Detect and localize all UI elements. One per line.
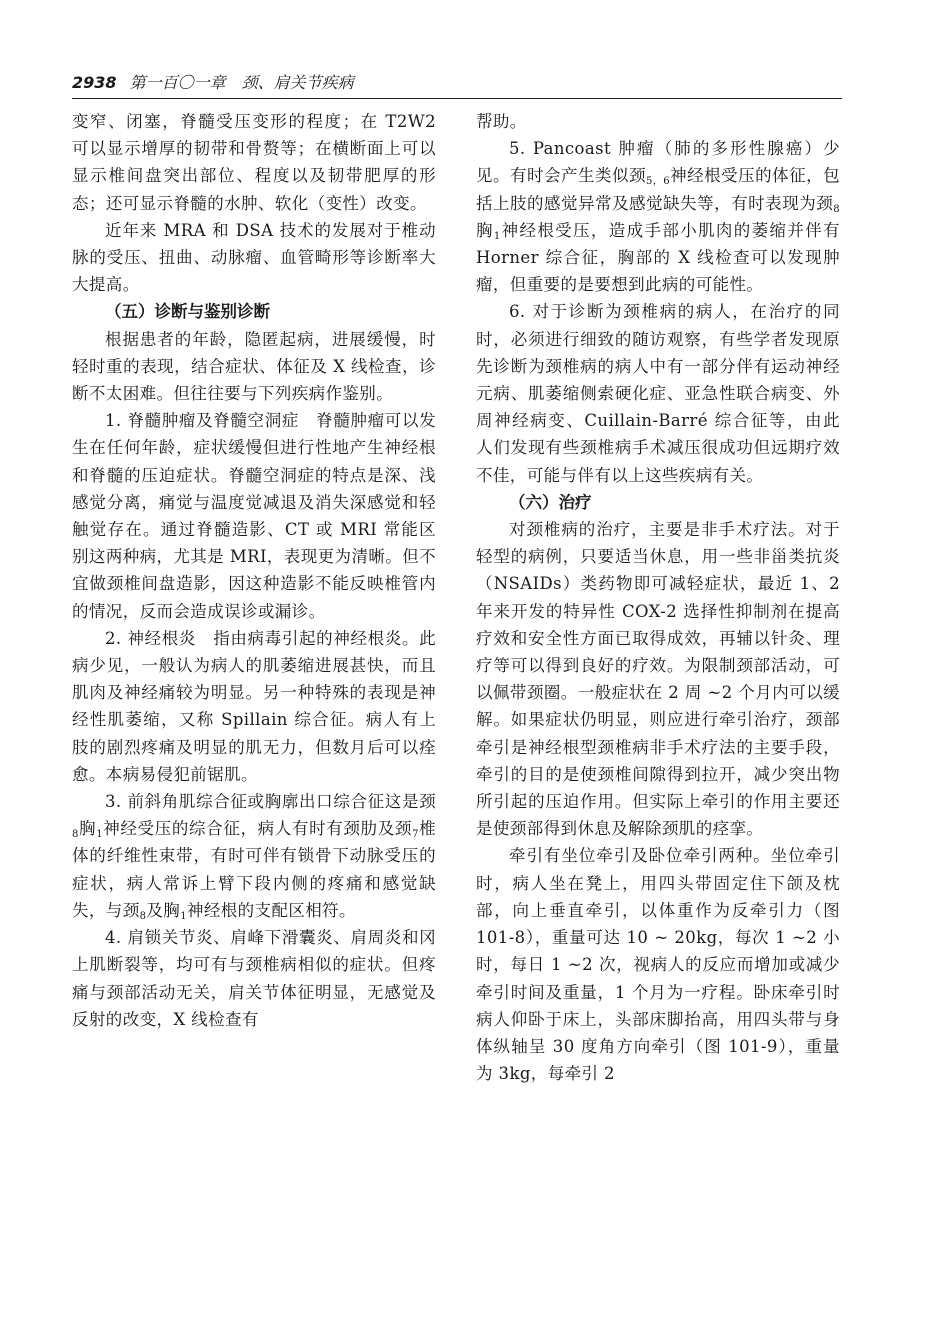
text-run: 神经根的支配区相符。 (186, 900, 356, 920)
section-heading: （六）治疗 (509, 492, 592, 512)
text-run: 神经根受压，造成手部小肌肉的萎缩并伴有 Horner 综合征，胸部的 X 线检查可以发现肿瘤，但重要的是要想到此病的可能性。 (476, 220, 840, 295)
paragraph: 帮助。 (476, 112, 527, 131)
section-heading: （五）诊断与鉴别诊断 (105, 302, 270, 322)
subscript: 5，6 (645, 176, 671, 188)
text-run: 胸 (476, 220, 494, 240)
subscript: 8 (72, 829, 79, 841)
paragraph: 根据患者的年龄，隐匿起病，进展缓慢，时轻时重的表现，结合症状、体征及 X 线检查，诊断不太困难。但往往要与下列疾病作鉴别。 (72, 329, 436, 404)
paragraph: 近年来 MRA 和 DSA 技术的发展对于椎动脉的受压、扭曲、动脉瘤、血管畸形等诊断率大大提高。 (72, 220, 436, 295)
text-run: 胸 (78, 819, 97, 839)
text-run: 3. 前斜角肌综合征或胸廓出口综合征这是颈 (105, 792, 436, 812)
subscript: 7 (412, 829, 419, 841)
text-run: 神经根受压的体征，包括上肢的感觉异常及感觉缺失等，有时表现为颈 (476, 166, 840, 213)
text-run: 椎体的纤维性束带，有时可伴有锁骨下动脉受压的症状，病人常诉上臂下段内侧的疼痛和感觉缺失，与颈 (72, 819, 437, 920)
subscript: 1 (96, 829, 103, 841)
page-number: 2938 (72, 73, 117, 92)
subscript: 8 (139, 910, 147, 922)
running-header (72, 68, 842, 99)
text-run: 5. Pancoast 肿瘤（肺的多形性腺癌）少见。有时会产生类似颈 (476, 139, 840, 186)
paragraph: 6. 对于诊断为颈椎病的病人，在治疗的同时，必须进行细致的随访观察，有些学者发现原先诊断为颈椎病的病人中有一部分伴有运动神经元病、肌萎缩侧索硬化症、亚急性联合病变、外周神经病变、Cuillain-Barré 综合征等，由此人们发现有些颈椎病手术减压很成功但远期疗效不佳，可能与伴有以上这些疾病有关。 (476, 302, 840, 485)
paragraph: 4. 肩锁关节炎、肩峰下滑囊炎、肩周炎和冈上肌断裂等，均可有与颈椎病相似的症状。但疼痛与颈部活动无关，肩关节体征明显，无感觉及反射的改变，X 线检查有 (72, 928, 436, 1029)
subscript: 1 (180, 910, 187, 922)
subscript: 8 (833, 203, 840, 215)
paragraph: 2. 神经根炎 指由病毒引起的神经根炎。此病少见，一般认为病人的肌萎缩进展甚快，而且肌肉及神经痛较为明显。另一种特殊的表现是神经性肌萎缩，又称 Spillain 综合征。病人有上肢的剧烈疼痛及明显的肌无力，但数月后可以痊愈。本病易侵犯前锯肌。 (72, 628, 436, 784)
paragraph: 牵引有坐位牵引及卧位牵引两种。坐位牵引时，病人坐在凳上，用四头带固定住下颌及枕部，向上垂直牵引，以体重作为反牵引力（图 101-8），重量可达 10 ~ 20kg，每次 1 ~2 小时，每日 1 ~2 次，视病人的反应而增加或减少牵引时间及重量，1 个月为一疗程。卧床牵引时病人仰卧于床上，头部床脚抬高，用四头带与身体纵轴呈 30 度角方向牵引（图 101-9），重量为 3kg，每牵引 2 (476, 846, 840, 1084)
chapter-title: 第一百〇一章 颈、肩关节疾病 (129, 73, 354, 92)
text-run: 神经受压的综合征，病人有时有颈肋及颈 (102, 819, 413, 839)
paragraph (476, 135, 840, 298)
text-run: 及胸 (146, 900, 181, 920)
paragraph: 变窄、闭塞，脊髓受压变形的程度；在 T2W2 可以显示增厚的韧带和骨赘等；在横断面上可以显示椎间盘突出部位、程度以及韧带肥厚的形态；还可显示脊髓的水肿、软化（变性）改变。 (72, 112, 436, 213)
paragraph: 1. 脊髓肿瘤及脊髓空洞症 脊髓肿瘤可以发生在任何年龄，症状缓慢但进行性地产生神经根和脊髓的压迫症状。脊髓空洞症的特点是深、浅感觉分离，痛觉与温度觉减退及消失深感觉和轻触觉存在。通过脊髓造影、CT 或 MRI 常能区别这两种病，尤其是 MRI，表现更为清晰。但不宜做颈椎间盘造影，因这种造影不能反映椎管内的情况，反而会造成误诊或漏诊。 (72, 411, 436, 621)
left-column (72, 108, 436, 1033)
paragraph: 对颈椎病的治疗，主要是非手术疗法。对于轻型的病例，只要适当休息，用一些非甾类抗炎（NSAIDs）类药物即可减轻症状，最近 1、2 年来开发的特异性 COX-2 选择性抑制剂在提高疗效和安全性方面已取得成效，再辅以针灸、理疗等可以得到良好的疗效。为限制颈部活动，可以佩带颈圈。一般症状在 2 周 ~2 个月内可以缓解。如果症状仍明显，则应进行牵引治疗，颈部牵引是神经根型颈椎病非手术疗法的主要手段，牵引的目的是使颈椎间隙得到拉开，减少突出物所引起的压迫作用。但实际上牵引的作用主要还是使颈部得到休息及解除颈肌的痉挛。 (476, 520, 840, 839)
subscript: 1 (493, 230, 501, 242)
right-column (476, 108, 840, 1087)
paragraph (72, 788, 436, 924)
